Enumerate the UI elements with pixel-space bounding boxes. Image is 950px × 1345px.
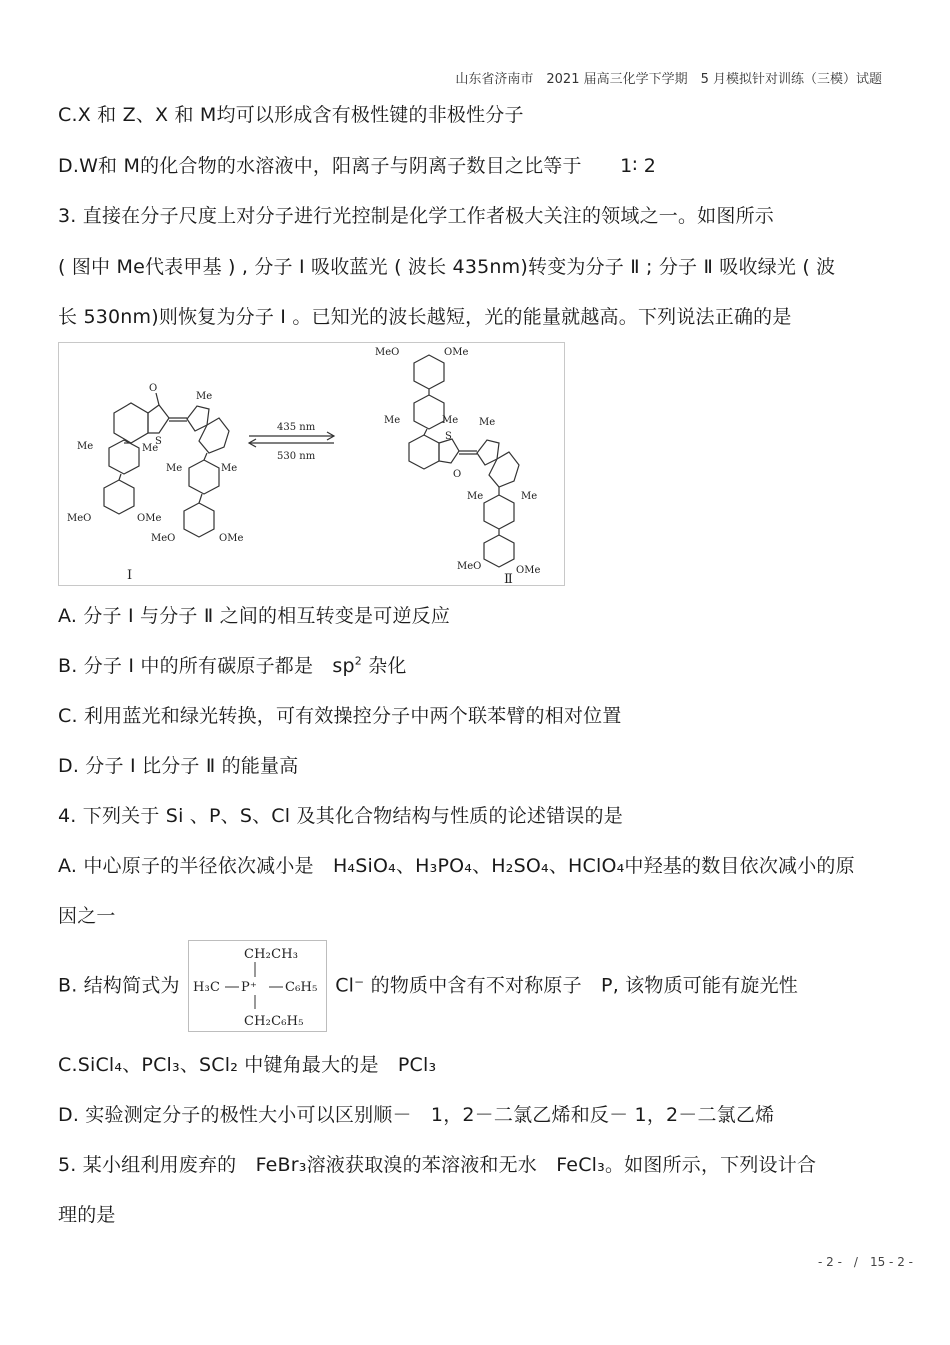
mol1-o-label: O: [149, 383, 158, 394]
option-3c: C. 利用蓝光和绿光转换，可有效操控分子中两个联苯臂的相对位置: [58, 705, 622, 727]
mol2-o-label: O: [453, 469, 462, 480]
arrow-label-530: 530 nm: [277, 451, 316, 462]
formula-right: C₆H₅: [284, 980, 318, 995]
mol1-left-anisyl: [104, 480, 134, 514]
option-4a-cont: 因之一: [58, 905, 116, 927]
page-number: - 2 - / 15 - 2 -: [818, 1255, 913, 1269]
question-4: 4. 下列关于 Si 、P、S、Cl 及其化合物结构与性质的论述错误的是: [58, 805, 623, 827]
structural-formula: [188, 940, 327, 1032]
arrow-label-435: 435 nm: [277, 422, 316, 433]
mol1-left-tolyl: [109, 440, 139, 474]
molecule-figure: [58, 342, 565, 586]
label-molecule-1: Ⅰ: [127, 568, 133, 583]
mol1-right-anisyl: [184, 503, 214, 537]
option-3b-superscript: 2: [354, 654, 362, 668]
option-4a: A. 中心原子的半径依次减小是 H₄SiO₄、H₃PO₄、H₂SO₄、HClO₄中羟基的数目依次减小的原: [58, 855, 855, 877]
mol1-right-tolyl: [189, 460, 219, 494]
option-3b-text: B. 分子 Ⅰ 中的所有碳原子都是 sp: [58, 655, 355, 677]
mol1-ome-right: OMe: [219, 533, 244, 544]
mol1-me-b: Me: [77, 441, 94, 452]
mol2-me-a: Me: [384, 415, 401, 426]
question-3-line-2: ( 图中 Me代表甲基 ) , 分子 Ⅰ 吸收蓝光 ( 波长 435nm)转变为分子 Ⅱ ; 分子 Ⅱ 吸收绿光 ( 波: [58, 256, 836, 278]
mol2-top-anisyl: [414, 355, 444, 389]
question-5-cont: 理的是: [58, 1204, 116, 1226]
mol2-ome-bottom: OMe: [516, 565, 541, 576]
option-4b-suffix: Cl⁻ 的物质中含有不对称原子 P, 该物质可能有旋光性: [335, 974, 798, 997]
option-3b-suffix: 杂化: [361, 655, 407, 677]
option-3b: [58, 651, 407, 678]
mol2-benzothiophene-ring: [409, 435, 439, 469]
mol2-me-d: Me: [467, 491, 484, 502]
question-5: 5. 某小组利用废弃的 FeBr₃溶液获取溴的苯溶液和无水 FeCl₃。如图所示，下列设计合: [58, 1154, 817, 1176]
option-4c: C.SiCl₄、PCl₃、SCl₂ 中键角最大的是 PCl₃: [58, 1054, 437, 1076]
mol2-top-tolyl: [414, 395, 444, 429]
mol2-thiophene-ring: [439, 439, 459, 463]
mol2-bottom-tolyl: [484, 495, 514, 529]
option-3a: A. 分子 Ⅰ 与分子 Ⅱ 之间的相互转变是可逆反应: [58, 605, 451, 627]
mol2-indane-benzene: [489, 452, 519, 487]
option-d-prev: D.W和 M的化合物的水溶液中，阳离子与阴离子数目之比等于 1∶ 2: [58, 155, 657, 177]
mol2-me-e: Me: [521, 491, 538, 502]
mol1-indane-benzene: [199, 418, 229, 453]
formula-top: CH₂CH₃: [243, 947, 299, 962]
mol1-benzothiophene-ring: [114, 403, 148, 443]
mol1-meo-right: MeO: [151, 533, 176, 544]
mol1-meo-left: MeO: [67, 513, 92, 524]
option-4d: D. 实验测定分子的极性大小可以区别顺－ 1，2－二氯乙烯和反－ 1，2－二氯乙烯: [58, 1104, 775, 1126]
formula-bottom: CH₂C₆H₅: [243, 1014, 304, 1029]
question-3-line-3: 长 530nm)则恢复为分子 Ⅰ 。已知光的波长越短，光的能量就越高。下列说法正确的是: [58, 306, 792, 328]
mol2-ome-top: OMe: [444, 347, 469, 358]
option-4b-text: B. 结构简式为: [58, 974, 180, 997]
mol1-ome-left: OMe: [137, 513, 162, 524]
mol1-me-d: Me: [166, 463, 183, 474]
mol1-me-c: Me: [142, 443, 159, 454]
mol1-me-e: Me: [221, 463, 238, 474]
label-molecule-2: Ⅱ: [504, 572, 513, 585]
page-header: 山东省济南市 2021 届高三化学下学期 5 月模拟针对训练（三模）试题: [455, 72, 882, 87]
option-3d: D. 分子 Ⅰ 比分子 Ⅱ 的能量高: [58, 755, 299, 777]
mol1-thiophene-ring: [148, 405, 169, 433]
question-3-line-1: 3. 直接在分子尺度上对分子进行光控制是化学工作者极大关注的领域之一。如图所示: [58, 205, 774, 227]
mol1-s-label: S: [155, 436, 162, 447]
mol2-meo-top: MeO: [375, 347, 400, 358]
option-4b: [58, 940, 798, 1032]
mol2-me-b: Me: [442, 415, 459, 426]
mol2-s-label: S: [445, 431, 452, 442]
mol2-meo-bottom: MeO: [457, 561, 482, 572]
formula-left: H₃C: [192, 980, 221, 995]
mol2-me-c: Me: [479, 417, 496, 428]
mol1-me-a: Me: [196, 391, 213, 402]
formula-center: P⁺: [240, 980, 257, 995]
option-c-prev: C.X 和 Z、X 和 M均可以形成含有极性键的非极性分子: [58, 104, 524, 126]
mol2-bottom-anisyl: [484, 535, 514, 567]
